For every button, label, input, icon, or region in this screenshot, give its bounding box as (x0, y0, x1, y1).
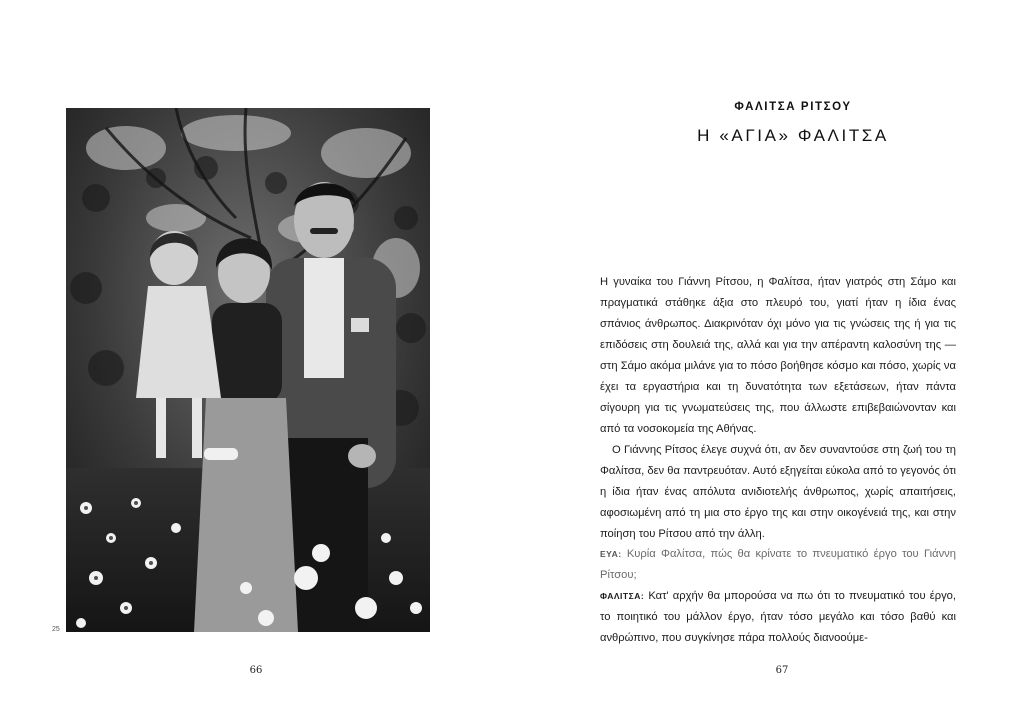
page-number-left: 66 (249, 665, 263, 676)
question-text: Κυρία Φαλίτσα, πώς θα κρίνατε το πνευματικό έργο του Γιάννη Ρίτσου; (600, 548, 957, 581)
plate-number: 25 (52, 626, 60, 633)
body-text (600, 272, 956, 545)
paragraph-1: Η γυναίκα του Γιάννη Ρίτσου, η Φαλίτσα, ήταν γιατρός στη Σάμο και πραγματικά στάθηκε άξια στο πλευρό του, γιατί ήταν η ίδια ένας σπάνιος άνθρωπος. Διακρινόταν όχι μόνο για τις γνώσεις της ή για τις επιδόσεις στη δουλειά της, αλλά και για την απέραντη καλοσύνη της — στη Σάμο ακόμα μιλάνε για το πόσο βοήθησε κόσμο και πόσο, χωρίς να έχει τα εργαστήρια και τη δυνατότητα των εξετάσεων, ήταν πάντα σίγουρη για τις γνωματεύσεις της, που άλλωστε επιβεβαιώνονταν και από τα νοσοκομεία της Αθήνας. (600, 276, 956, 435)
chapter-author: ΦΑΛΙΤΣΑ ΡΙΤΣΟΥ (734, 101, 852, 113)
right-page (512, 0, 1024, 723)
answer-text: Κατ' αρχήν θα μπορούσα να πω ότι το πνευματικό του έργο, το ποιητικό του μάλλον έργο, ήταν τόσο μεγάλο και τόσο βαθύ και ανθρώπινο, που συγκίνησε πάρα πολλούς διανοούμε- (600, 590, 956, 644)
interview (600, 544, 956, 649)
page-number-right: 67 (775, 665, 789, 676)
chapter-title: Η «ΑΓΙΑ» ΦΑΛΙΤΣΑ (697, 126, 889, 145)
answer-speaker: ΦΑΛΙΤΣΑ: (600, 591, 645, 601)
question-speaker: ΕΥΑ: (600, 549, 622, 559)
interview-answer (600, 586, 956, 649)
paragraph-2: Ο Γιάννης Ρίτσος έλεγε συχνά ότι, αν δεν συναντούσε στη ζωή του τη Φαλίτσα, δεν θα παντρευόταν. Αυτό εξηγείται εύκολα από το γεγονός ότι η ίδια ήταν ένας απόλυτα ανιδιοτελής άνθρωπος, χωρίς απαιτήσεις, αφοσιωμένη από τη μια στο έργο της και στην οικογένειά της, και στην ποίηση του Ρίτσου από την άλλη. (600, 444, 956, 540)
interview-question (600, 544, 956, 586)
photo-illustration (66, 108, 430, 632)
family-photograph (66, 108, 430, 632)
